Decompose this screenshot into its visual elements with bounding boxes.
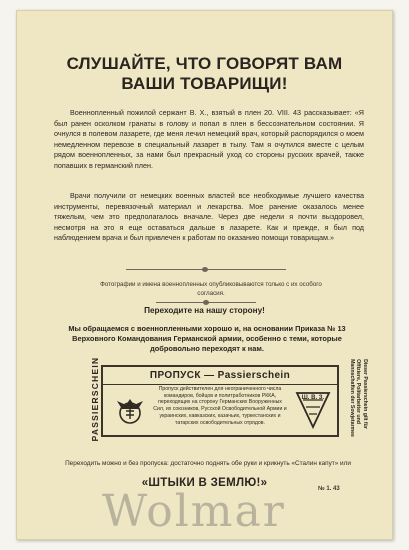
photo-consent-note: Фотографии и имена военнопленных опубликовываются только с их особого согласия. <box>100 281 322 297</box>
divider <box>156 302 256 303</box>
eagle-emblem-icon <box>115 391 145 427</box>
pass-side-label-left-text: PASSIERSCHEIN <box>90 356 100 442</box>
paragraph-doctors: Врачи получили от немецких военных властей все необходимые лучшего качества инструменты, перевязочный материал и лекарства. Мое ранение оказалось менее тяжелым, чем это предполагалось вначале. Через две недели я почти выздоровел, несмотря на это я еще оставаться дальше в лазарете. Как и прежде, я был под наблюдением врача и был привлечен к работам по оказанию помощи товарищам.» <box>54 191 364 243</box>
slogan: «ШТЫКИ В ЗЕМЛЮ!» <box>141 477 268 489</box>
call-to-action: Переходите на нашу сторону! <box>144 306 265 315</box>
appeal-paragraph: Мы обращаемся с военнопленными хорошо и, на основании Приказа № 13 Верховного Командования Германской армии, особенно с теми, которые добровольно переходят к нам. <box>68 324 346 354</box>
pass-side-label-right-text: Dieser Passierschein gilt für Offiziere, Politarbeiter und Mannschaften der Sowjetarmee <box>348 359 368 437</box>
watermark: Wolmar <box>102 486 286 537</box>
footer-instruction: Переходить можно и без пропуска: достаточно поднять обе руки и крикнуть «Сталин капут» или <box>65 460 351 467</box>
divider <box>126 269 286 270</box>
headline-line-1: СЛУШАЙТЕ, ЧТО ГОВОРЯТ ВАМ <box>66 54 343 73</box>
headline <box>16 54 393 94</box>
pass-box <box>101 365 339 437</box>
headline-line-2: ВАШИ ТОВАРИЩИ! <box>121 74 288 93</box>
pass-title: ПРОПУСК — Passierschein <box>149 370 291 381</box>
leaflet-sheet <box>16 10 393 540</box>
pass-side-label-left <box>90 356 100 442</box>
seal-emblem-icon <box>295 389 331 429</box>
pass-header <box>103 367 337 385</box>
pass-side-label-right <box>338 356 378 440</box>
divider-dot <box>202 267 208 272</box>
paragraph-testimony: Военнопленный пожилой сержант В. Х., взятый в плен 20. VIII. 43 рассказывает: «Я был ранен осколком гранаты в голову и попал в плен в бессознательном состоянии. Я очнулся в полевом лазарете, где меня лечил немецкий врач, который распорядился о моем немедленном перевозе в специальный лазарет в тылу. Там я очутился вместе с целым рядом военнопленных, за нами был прекрасный уход со стороны русских врачей, также попавших в германский плен. <box>54 108 364 170</box>
pass-body: Пропуск действителен для неограниченного числа командиров, бойцов и политработников РККА, переходящих на сторону Германских Вооруженных Сил, их союзников, Русской Освободительной Армии и украинских, кавказских, казачьих, туркестанских и татарских освободительных отрядов. <box>153 386 287 426</box>
leaflet-code: № 1. 43 <box>318 486 340 492</box>
seal-text: Ш. В. З. <box>301 395 325 401</box>
divider-dot <box>203 300 209 305</box>
